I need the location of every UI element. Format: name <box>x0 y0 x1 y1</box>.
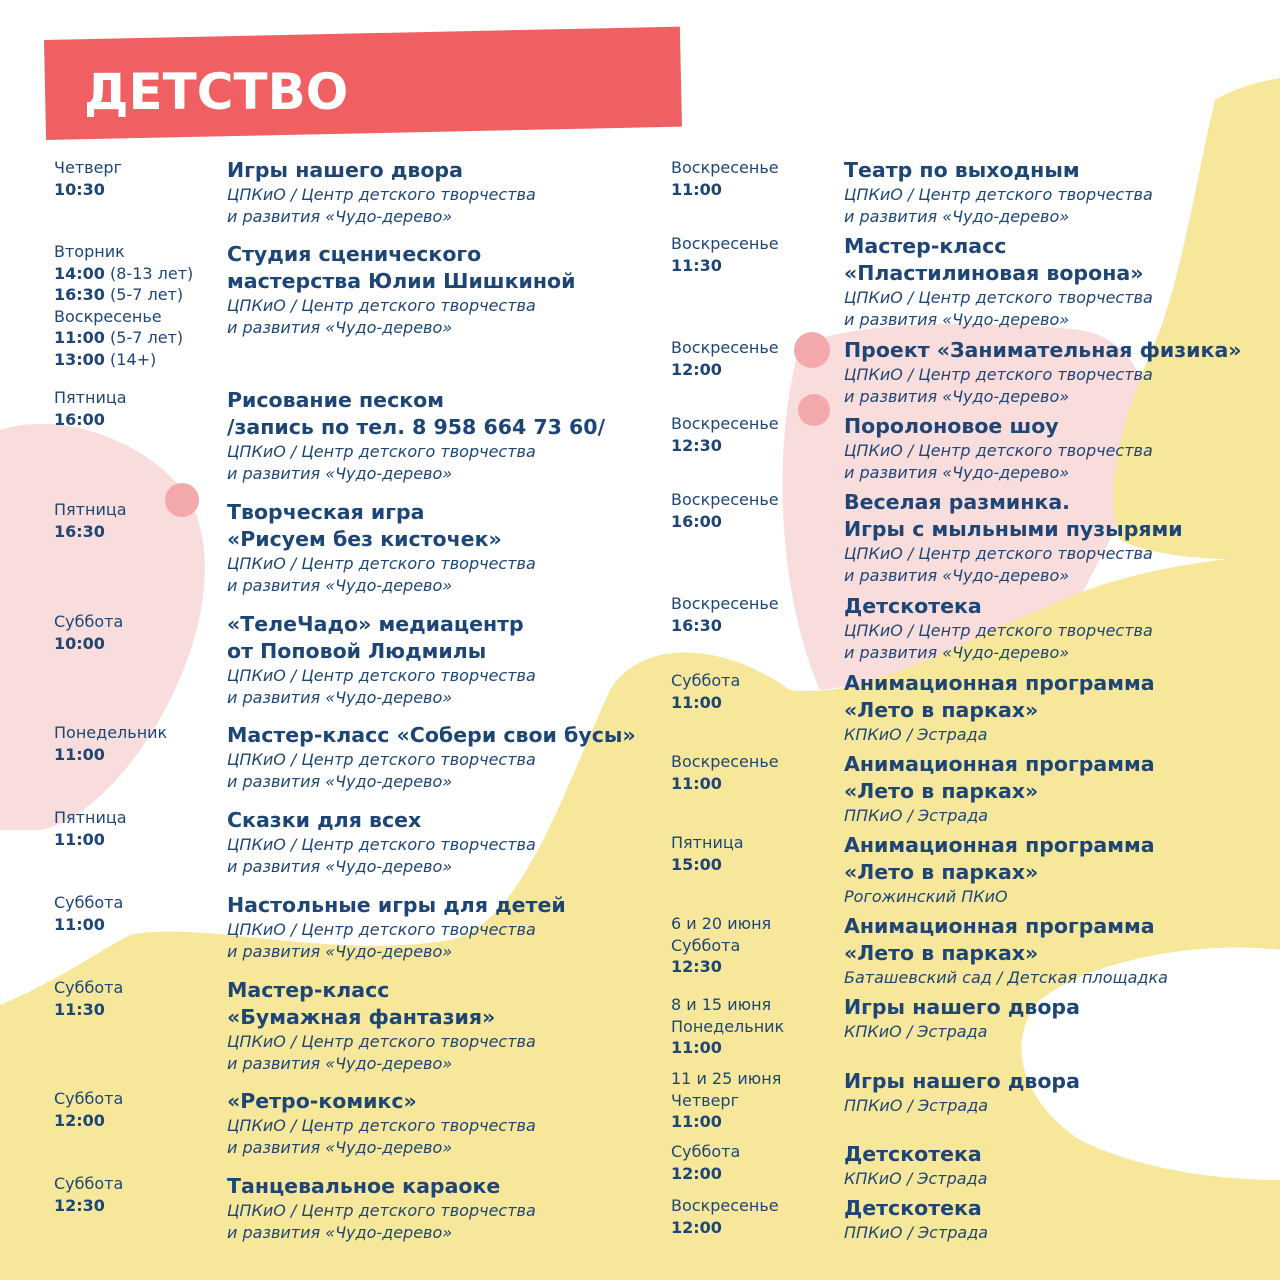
event-day: Суббота <box>671 1142 741 1161</box>
event-day: 6 и 20 июня <box>671 914 772 933</box>
event-day: Четверг <box>671 1090 739 1110</box>
event-time: 12:30 <box>671 435 722 455</box>
event-location: ЦПКиО / Центр детского творчества <box>844 621 1153 640</box>
event-age-note: (8-13 лет) <box>104 263 194 283</box>
event-schedule <box>54 807 219 850</box>
event-location: и развития «Чудо-дерево» <box>227 1137 453 1157</box>
event-title: Театр по выходным <box>844 158 1080 182</box>
event-time: 11:00 <box>671 179 722 199</box>
event-title: «Лето в парках» <box>844 779 1039 803</box>
event-day: Воскресенье <box>671 490 779 509</box>
event-title: Рисование песком <box>227 388 444 412</box>
event-schedule <box>671 593 836 636</box>
event-location: КПКиО / Эстрада <box>844 1022 988 1041</box>
event-location: и развития «Чудо-дерево» <box>227 575 453 595</box>
event-day: Пятница <box>54 500 127 519</box>
event-title: Мастер-класс <box>844 234 1007 258</box>
event-details <box>227 722 636 792</box>
event-time: 12:30 <box>671 957 722 976</box>
event-schedule <box>671 1141 836 1184</box>
event-time: 13:00 (14+) <box>54 349 157 369</box>
event-time: 16:30 <box>671 615 722 635</box>
event-time: 16:30 <box>54 521 105 541</box>
event-title: «Лето в парках» <box>844 941 1039 965</box>
event-schedule <box>671 489 836 532</box>
event-schedule <box>54 892 219 935</box>
event-location: и развития «Чудо-дерево» <box>227 1222 453 1242</box>
event-day: Воскресенье <box>671 1196 779 1215</box>
event-day: Воскресенье <box>671 594 779 613</box>
event-location: ЦПКиО / Центр детского творчества <box>844 544 1153 563</box>
event-location: и развития «Чудо-дерево» <box>844 309 1070 329</box>
event-location: и развития «Чудо-дерево» <box>844 565 1070 585</box>
event-age-note: (14+) <box>104 349 157 369</box>
event-title: «Пластилиновая ворона» <box>844 261 1144 285</box>
event-day: 11 и 25 июня <box>671 1069 782 1088</box>
event-day: Понедельник <box>54 723 168 742</box>
event-day: Пятница <box>671 833 744 852</box>
event-location: ЦПКиО / Центр детского творчества <box>844 441 1153 460</box>
event-title: Игры с мыльными пузырями <box>844 517 1183 541</box>
event-details <box>227 499 536 596</box>
event-details <box>227 1173 536 1243</box>
event-title: Сказки для всех <box>227 808 422 832</box>
event-title: Анимационная программа <box>844 914 1155 938</box>
event-location: ППКиО / Эстрада <box>844 1223 989 1242</box>
event-details <box>227 157 536 227</box>
event-time: 11:30 <box>54 999 105 1019</box>
event-day: Суббота <box>54 1174 124 1193</box>
event-details <box>844 832 1155 908</box>
event-time: 12:00 <box>671 1163 722 1183</box>
event-title: Студия сценического <box>227 242 482 266</box>
event-details <box>227 807 536 877</box>
event-title: от Поповой Людмилы <box>227 639 487 663</box>
event-day: Воскресенье <box>671 752 779 771</box>
event-time: 12:00 <box>671 1217 722 1237</box>
event-schedule <box>671 751 836 794</box>
event-location: ЦПКиО / Центр детского творчества <box>227 1032 536 1051</box>
event-title: Анимационная программа <box>844 833 1155 857</box>
event-time: 11:30 <box>671 255 722 275</box>
event-title: /запись по тел. 8 958 664 73 60/ <box>227 415 606 439</box>
event-details <box>844 233 1153 330</box>
event-details <box>844 670 1155 746</box>
event-time: 11:00 (5-7 лет) <box>54 328 184 347</box>
event-time: 12:30 <box>54 1195 105 1215</box>
event-time: 10:00 <box>54 633 105 653</box>
event-details <box>844 1195 988 1244</box>
event-schedule <box>671 670 836 713</box>
event-location: КПКиО / Эстрада <box>844 725 988 744</box>
event-day: Воскресенье <box>671 158 779 177</box>
event-schedule <box>54 157 219 200</box>
event-schedule <box>671 994 836 1059</box>
event-day: Суббота <box>54 893 124 912</box>
event-time: 11:00 <box>54 829 105 849</box>
event-details <box>844 913 1168 989</box>
event-time: 15:00 <box>671 854 722 874</box>
event-schedule <box>54 387 219 430</box>
event-day: Пятница <box>54 808 127 827</box>
event-time: 12:00 <box>54 1110 105 1130</box>
event-location: и развития «Чудо-дерево» <box>227 317 453 337</box>
event-location: ЦПКиО / Центр детского творчества <box>227 1201 536 1220</box>
event-day: Суббота <box>54 1089 124 1108</box>
event-schedule <box>671 233 836 276</box>
event-location: и развития «Чудо-дерево» <box>227 206 453 226</box>
event-day: 8 и 15 июня <box>671 995 772 1014</box>
event-details <box>227 611 536 708</box>
event-schedule <box>671 157 836 200</box>
event-location: ЦПКиО / Центр детского творчества <box>227 835 536 854</box>
event-details <box>227 1088 536 1158</box>
event-day: Суббота <box>54 978 124 997</box>
event-title: «Лето в парках» <box>844 860 1039 884</box>
event-day: Суббота <box>54 612 124 631</box>
event-schedule <box>671 832 836 875</box>
event-location: и развития «Чудо-дерево» <box>844 642 1070 662</box>
event-time: 16:00 <box>671 511 722 531</box>
event-day: Суббота <box>671 671 741 690</box>
event-schedule <box>54 1088 219 1131</box>
event-location: и развития «Чудо-дерево» <box>844 462 1070 482</box>
event-title: Настольные игры для детей <box>227 893 566 917</box>
event-schedule <box>54 722 219 765</box>
event-location: и развития «Чудо-дерево» <box>227 941 453 961</box>
event-location: КПКиО / Эстрада <box>844 1169 988 1188</box>
event-schedule <box>54 977 219 1020</box>
event-details <box>227 892 566 962</box>
event-title: Мастер-класс «Собери свои бусы» <box>227 723 636 747</box>
event-location: ЦПКиО / Центр детского творчества <box>227 666 536 685</box>
event-location: ППКиО / Эстрада <box>844 806 989 825</box>
event-time: 11:00 <box>671 773 722 793</box>
event-schedule <box>671 413 836 456</box>
event-schedule <box>54 499 219 542</box>
event-location: ЦПКиО / Центр детского творчества <box>227 554 536 573</box>
event-title: Поролоновое шоу <box>844 414 1059 438</box>
event-time: 12:00 <box>671 359 722 379</box>
event-title: Детскотека <box>844 1142 982 1166</box>
event-title: Детскотека <box>844 1196 982 1220</box>
event-title: Игры нашего двора <box>844 1069 1080 1093</box>
event-time: 11:00 <box>671 692 722 712</box>
event-title: Творческая игра <box>227 500 425 524</box>
event-title: «Рисуем без кисточек» <box>227 527 502 551</box>
event-schedule <box>54 611 219 654</box>
event-time: 11:00 <box>671 1038 722 1057</box>
event-details <box>844 413 1153 483</box>
page-title: ДЕТСТВО <box>84 63 349 121</box>
event-title: Игры нашего двора <box>844 995 1080 1019</box>
event-location: и развития «Чудо-дерево» <box>227 771 453 791</box>
event-time: 10:30 <box>54 179 105 199</box>
event-title: мастерства Юлии Шишкиной <box>227 269 576 293</box>
event-location: ЦПКиО / Центр детского творчества <box>227 185 536 204</box>
event-location: ЦПКиО / Центр детского творчества <box>227 1116 536 1135</box>
event-details <box>227 977 536 1074</box>
event-details <box>844 593 1153 663</box>
event-schedule <box>671 1195 836 1238</box>
event-location: ЦПКиО / Центр детского творчества <box>844 185 1153 204</box>
event-location: ППКиО / Эстрада <box>844 1096 989 1115</box>
event-title: Проект «Занимательная физика» <box>844 338 1242 362</box>
event-day: Воскресенье <box>671 414 779 433</box>
event-location: ЦПКиО / Центр детского творчества <box>227 296 536 315</box>
event-title: «Ретро-комикс» <box>227 1089 417 1113</box>
event-schedule <box>54 241 219 370</box>
event-details <box>844 337 1242 407</box>
event-schedule <box>671 1068 836 1133</box>
event-details <box>844 751 1155 827</box>
event-location: ЦПКиО / Центр детского творчества <box>227 750 536 769</box>
event-title: «ТелеЧадо» медиацентр <box>227 612 524 636</box>
event-day: Воскресенье <box>671 338 779 357</box>
event-title: Мастер-класс <box>227 978 390 1002</box>
event-details <box>844 157 1153 227</box>
event-day: Суббота <box>671 935 741 955</box>
event-time: 11:00 <box>54 914 105 934</box>
event-details <box>844 1068 1080 1117</box>
event-age-note: (5-7 лет) <box>104 328 184 347</box>
event-title: Игры нашего двора <box>227 158 463 182</box>
event-time: 16:30 (5-7 лет) <box>54 285 184 304</box>
event-title: Анимационная программа <box>844 752 1155 776</box>
event-title: Веселая разминка. <box>844 490 1070 514</box>
event-location: ЦПКиО / Центр детского творчества <box>227 442 536 461</box>
event-time: 16:00 <box>54 409 105 429</box>
event-location: и развития «Чудо-дерево» <box>227 856 453 876</box>
event-details <box>844 489 1183 586</box>
event-location: и развития «Чудо-дерево» <box>844 206 1070 226</box>
event-title: «Бумажная фантазия» <box>227 1005 496 1029</box>
event-title: «Лето в парках» <box>844 698 1039 722</box>
event-location: и развития «Чудо-дерево» <box>227 1053 453 1073</box>
event-day: Четверг <box>54 158 122 177</box>
event-location: и развития «Чудо-дерево» <box>844 386 1070 406</box>
event-schedule <box>671 913 836 978</box>
event-schedule <box>54 1173 219 1216</box>
event-title: Танцевальное караоке <box>227 1174 501 1198</box>
event-details <box>227 387 605 484</box>
event-day: Воскресенье <box>671 234 779 253</box>
event-location: ЦПКиО / Центр детского творчества <box>844 365 1153 384</box>
event-title: Анимационная программа <box>844 671 1155 695</box>
event-location: ЦПКиО / Центр детского творчества <box>844 288 1153 307</box>
event-time: 11:00 <box>54 744 105 764</box>
event-day: Понедельник <box>671 1016 785 1036</box>
event-location: Рогожинский ПКиО <box>844 887 1008 906</box>
event-location: и развития «Чудо-дерево» <box>227 687 453 707</box>
event-location: и развития «Чудо-дерево» <box>227 463 453 483</box>
event-title: Детскотека <box>844 594 982 618</box>
event-location: Баташевский сад / Детская площадка <box>844 968 1168 987</box>
event-schedule <box>671 337 836 380</box>
event-day: Вторник <box>54 242 125 261</box>
event-details <box>227 241 575 338</box>
event-day: Пятница <box>54 388 127 407</box>
event-location: ЦПКиО / Центр детского творчества <box>227 920 536 939</box>
event-age-note: (5-7 лет) <box>104 285 184 304</box>
event-details <box>844 1141 987 1190</box>
event-details <box>844 994 1080 1043</box>
event-time: 14:00 (8-13 лет) <box>54 263 194 283</box>
event-time: 11:00 <box>671 1112 722 1131</box>
event-day: Воскресенье <box>54 306 162 326</box>
